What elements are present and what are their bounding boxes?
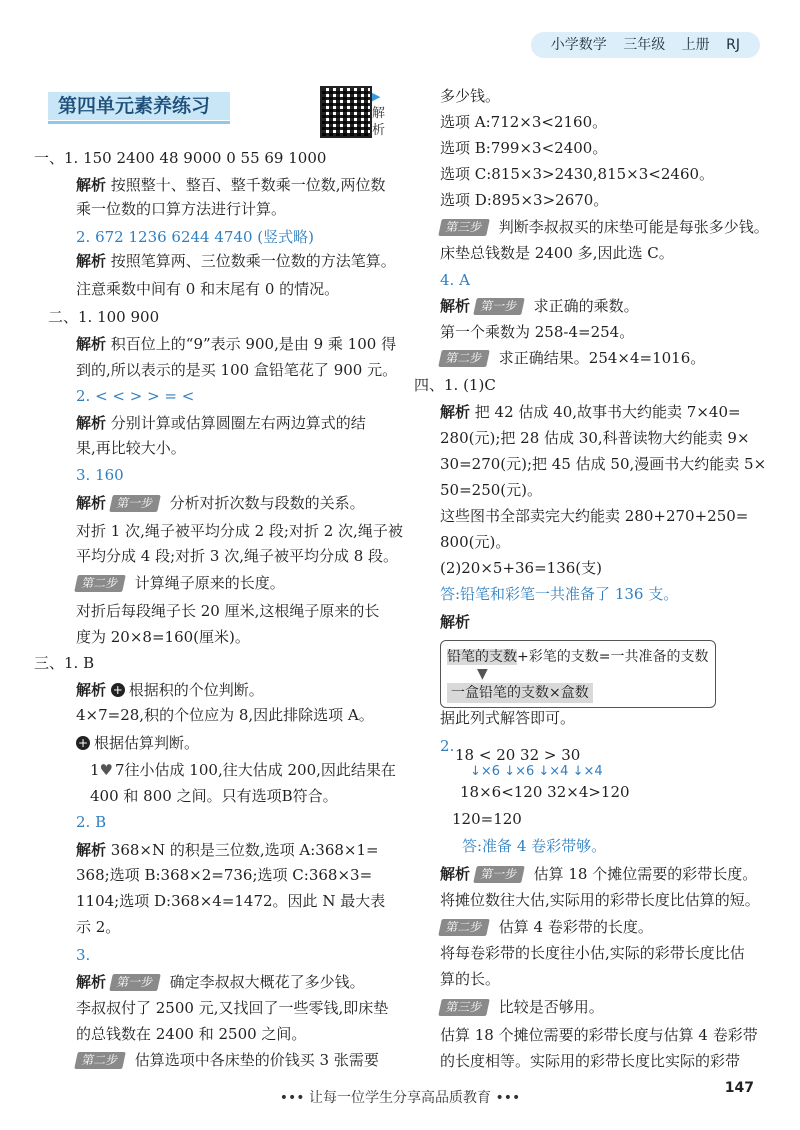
header-grade: 三年级: [623, 37, 666, 53]
left-line: 400 和 800 之间。只有选项B符合。: [90, 787, 338, 805]
right-line: 将每卷彩带的长度往小估,实际的彩带长度比估: [440, 944, 745, 962]
right-line: 多少钱。: [440, 87, 501, 105]
arrow-down-icon: ▼: [477, 666, 488, 682]
left-line: 1104;选项 D:368×4=1472。因此 N 最大表: [76, 892, 386, 910]
right-line: 第一个乘数为 258-4=254。: [440, 323, 635, 341]
left-line: 368;选项 B:368×2=736;选项 C:368×3=: [76, 866, 373, 884]
left-line: 解析 分别计算或估算圆圈左右两边算式的结: [76, 414, 366, 432]
right-line: 50=250(元)。: [440, 481, 542, 499]
left-line: 度为 20×8=160(厘米)。: [76, 628, 250, 646]
left-line: 解析 + 根据积的个位判断。: [76, 681, 264, 699]
estimate-row-2: 18×6<120 32×4>120: [460, 783, 630, 801]
left-line: 2. 672 1236 6244 4740 (竖式略): [76, 228, 315, 246]
left-line: 注意乘数中间有 0 和末尾有 0 的情况。: [76, 280, 340, 298]
play-icon: ▶: [372, 90, 381, 103]
left-line: 解析 按照笔算两、三位数乘一位数的方法笔算。: [76, 252, 396, 270]
left-line: 2. B: [76, 813, 107, 831]
right-line: 选项 A:712×3<2160。: [440, 113, 608, 131]
diagram-equation: 铅笔的支数+彩笔的支数=一共准备的支数: [447, 649, 709, 665]
left-line: 3. 160: [76, 466, 124, 484]
left-line: 解析 积百位上的“9”表示 900,是由 9 乘 100 得: [76, 335, 397, 353]
right-line: 120=120: [452, 810, 522, 828]
header-edition: RJ: [726, 37, 740, 53]
left-line: 解析 按照整十、整百、整千数乘一位数,两位数: [76, 176, 386, 194]
footer-slogan: ••• 让每一位学生分享高品质教育 •••: [279, 1090, 521, 1106]
left-line: 的总钱数在 2400 和 2500 之间。: [76, 1025, 307, 1043]
left-line: + 根据估算判断。: [77, 734, 200, 752]
right-line: 30=270(元);把 45 估成 50,漫画书大约能卖 5×: [440, 455, 767, 473]
page-number: 147: [724, 1080, 754, 1096]
left-line: 解析 第一步 确定李叔叔大概花了多少钱。: [76, 973, 365, 991]
right-line: 第三步 比较是否够用。: [440, 997, 604, 1017]
right-line: 解析 第一步 估算 18 个摊位需要的彩带长度。: [440, 865, 758, 883]
header-subject: 小学数学: [550, 37, 607, 53]
left-line: 到的,所以表示的是买 100 盒铅笔花了 900 元。: [76, 361, 398, 379]
right-line: 选项 C:815×3>2430,815×3<2460。: [440, 165, 715, 183]
left-line: 4×7=28,积的个位应为 8,因此排除选项 A。: [76, 706, 374, 724]
right-line: 算的长。: [440, 970, 501, 988]
right-line: 估算 18 个摊位需要的彩带长度与估算 4 卷彩带: [440, 1026, 758, 1044]
right-line: 解析 把 42 估成 40,故事书大约能卖 7×40=: [440, 403, 741, 421]
left-line: 对折后每段绳子长 20 厘米,这根绳子原来的长: [76, 602, 380, 620]
left-line: 1♥ 7往小估成 100,往大估成 200,因此结果在: [90, 761, 396, 779]
right-line: 选项 D:895×3>2670。: [440, 191, 609, 209]
left-line: 第二步 计算绳子原来的长度。: [76, 573, 285, 593]
relationship-diagram: [440, 640, 716, 708]
left-line: 第二步 估算选项中各床垫的价钱买 3 张需要: [76, 1050, 379, 1070]
right-line: 解析 第一步 求正确的乘数。: [440, 297, 639, 315]
right-line: 这些图书全部卖完大约能卖 280+270+250=: [440, 507, 749, 525]
right-line: 据此列式解答即可。: [440, 709, 576, 727]
right-line: 4. A: [440, 271, 470, 289]
left-line: 对折 1 次,绳子被平均分成 2 段;对折 2 次,绳子被: [76, 522, 403, 540]
left-line: 三、1. B: [34, 654, 95, 672]
right-line: 第二步 求正确结果。254×4=1016。: [440, 348, 705, 368]
section-title: 第四单元素养练习: [48, 92, 230, 120]
left-line: 解析 第一步 分析对折次数与段数的关系。: [76, 494, 365, 512]
right-line: 答:铅笔和彩笔一共准备了 136 支。: [440, 585, 679, 603]
left-line: 平均分成 4 段;对折 3 次,绳子被平均分成 8 段。: [76, 547, 399, 565]
left-line: 李叔叔付了 2500 元,又找回了一些零钱,即床垫: [76, 999, 389, 1017]
qr-code-icon[interactable]: [320, 86, 372, 138]
right-line: 280(元);把 28 估成 30,科普读物大约能卖 9×: [440, 429, 750, 447]
header-badge: [531, 32, 760, 58]
right-line: 的长度相等。实际用的彩带长度比实际的彩带: [440, 1052, 741, 1070]
right-line: 床垫总钱数是 2400 多,因此选 C。: [440, 244, 674, 262]
right-line: 将摊位数往大估,实际用的彩带长度比估算的短。: [440, 891, 760, 909]
estimate-arrows: ↓×6 ↓×6 ↓×4 ↓×4: [470, 764, 603, 779]
estimate-row-1: 18 < 20 32 > 30: [455, 746, 581, 764]
left-line: 一、1. 150 2400 48 9000 0 55 69 1000: [34, 149, 327, 167]
right-line: 第二步 估算 4 卷彩带的长度。: [440, 917, 653, 937]
header-volume: 上册: [681, 37, 710, 53]
left-line: 果,再比较大小。: [76, 439, 186, 457]
right-line: 2.: [440, 737, 455, 755]
right-line: 第三步 判断李叔叔买的床垫可能是每张多少钱。: [440, 217, 769, 237]
left-line: 乘一位数的口算方法进行计算。: [76, 200, 287, 218]
right-line: 解析: [440, 613, 471, 631]
qr-label: ▶解析: [372, 90, 386, 138]
right-line: 800(元)。: [440, 533, 511, 551]
left-line: 示 2。: [76, 918, 121, 936]
left-line: 二、1. 100 900: [48, 308, 160, 326]
right-line: 选项 B:799×3<2400。: [440, 139, 608, 157]
right-line: 答:准备 4 卷彩带够。: [462, 837, 607, 855]
right-line: (2)20×5+36=136(支): [440, 559, 603, 577]
right-line: 四、1. (1)C: [414, 376, 496, 394]
left-line: 3.: [76, 946, 91, 964]
diagram-box: 一盒铅笔的支数×盒数: [447, 683, 593, 703]
left-line: 解析 368×N 的积是三位数,选项 A:368×1=: [76, 841, 379, 859]
left-line: 2. < < > > = <: [76, 387, 195, 405]
